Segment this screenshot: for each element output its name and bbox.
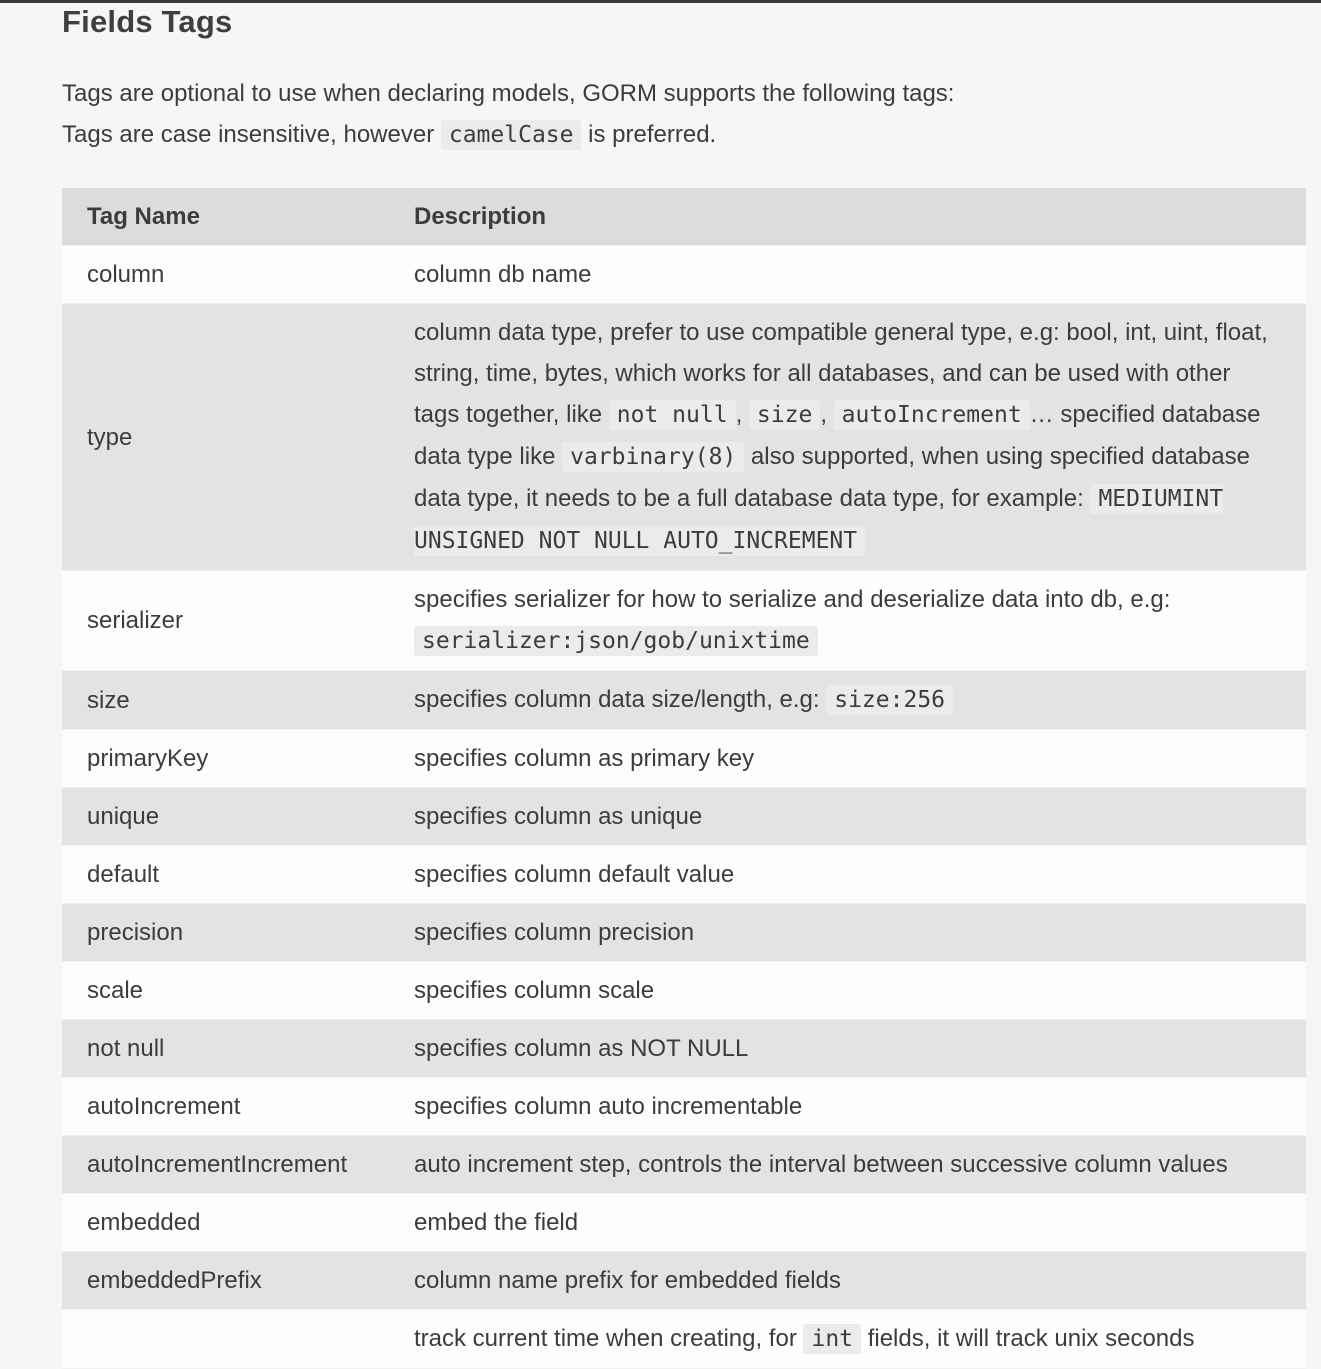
description-cell: specifies column as unique [389, 788, 1306, 846]
main-content [62, 3, 1306, 1369]
description-text: also supported, when using specified database data type, it needs to be a full database data type, for example: [414, 443, 1250, 512]
tag-name-cell: default [62, 846, 389, 904]
table-row [62, 1020, 1306, 1078]
header-tag-name: Tag Name [62, 188, 389, 246]
separator: , [735, 401, 749, 428]
section-heading: Fields Tags [62, 4, 233, 39]
tag-name-cell: column [62, 246, 389, 304]
description-cell: specifies column precision [389, 904, 1306, 962]
intro-line-2 [62, 114, 1306, 156]
tag-name-cell: size [62, 671, 389, 730]
table-row [62, 1136, 1306, 1194]
description-text: specifies serializer for how to serialize and deserialize data into db, e.g: [414, 586, 1171, 613]
inline-code: MEDIUMINT UNSIGNED NOT NULL AUTO_INCREMENT [414, 486, 1224, 554]
tag-name-cell: serializer [62, 571, 389, 671]
tag-name-cell: unique [62, 788, 389, 846]
tags-table [62, 188, 1306, 1369]
description-cell [389, 671, 1306, 730]
intro-line-2-text: Tags are case insensitive, however [62, 121, 441, 148]
description-text: column data type, prefer to use compatible general type, e.g: bool, int, uint, float, string, time, bytes, which works for all databases, and can be used with other tags together, like [414, 319, 1268, 428]
inline-code: camelCase [441, 120, 582, 150]
inline-code: serializer:json/gob/unixtime [414, 626, 818, 656]
tag-name-cell: embedded [62, 1194, 389, 1252]
description-cell: auto increment step, controls the interval between successive column values [389, 1136, 1306, 1194]
description-cell: specifies column default value [389, 846, 1306, 904]
table-row [62, 246, 1306, 304]
description-cell: specifies column auto incrementable [389, 1078, 1306, 1136]
intro-line-2-text-end: is preferred. [581, 121, 717, 148]
table-row [62, 304, 1306, 571]
inline-code: size:256 [826, 685, 953, 715]
tag-name-cell: type [62, 304, 389, 571]
tag-name-cell: autoIncrement [62, 1078, 389, 1136]
description-cell [389, 571, 1306, 671]
intro-line-1: Tags are optional to use when declaring models, GORM supports the following tags: [62, 80, 955, 107]
inline-code: size [749, 400, 820, 430]
description-cell: embed the field [389, 1194, 1306, 1252]
inline-code: autoIncrement [834, 400, 1030, 430]
table-header-row [62, 188, 1306, 246]
description-cell: column db name [389, 246, 1306, 304]
description-cell: column name prefix for embedded fields [389, 1252, 1306, 1310]
table-row [62, 1310, 1306, 1369]
table-row [62, 962, 1306, 1020]
table-row [62, 1194, 1306, 1252]
tag-name-cell [62, 1310, 389, 1369]
description-cell [389, 1310, 1306, 1369]
separator: , [820, 401, 834, 428]
table-row [62, 1252, 1306, 1310]
description-text: track current time when creating, for [414, 1325, 804, 1352]
tag-name-cell: not null [62, 1020, 389, 1078]
description-text: specifies column data size/length, e.g: [414, 686, 827, 713]
table-row [62, 730, 1306, 788]
inline-code: int [803, 1324, 861, 1354]
table-row [62, 904, 1306, 962]
description-text: fields, it will track unix seconds [861, 1325, 1195, 1352]
table-row [62, 788, 1306, 846]
description-cell [389, 304, 1306, 571]
description-cell: specifies column as primary key [389, 730, 1306, 788]
table-row [62, 571, 1306, 671]
header-description: Description [389, 188, 1306, 246]
description-text: … specified database data type like [414, 401, 1261, 470]
tag-name-cell: primaryKey [62, 730, 389, 788]
tag-name-cell: autoIncrementIncrement [62, 1136, 389, 1194]
table-row [62, 671, 1306, 730]
intro-text [62, 73, 1306, 156]
table-row [62, 846, 1306, 904]
table-row [62, 1078, 1306, 1136]
description-cell: specifies column scale [389, 962, 1306, 1020]
tag-name-cell: scale [62, 962, 389, 1020]
tag-name-cell: embeddedPrefix [62, 1252, 389, 1310]
inline-code: varbinary(8) [562, 442, 744, 472]
tag-name-cell: precision [62, 904, 389, 962]
inline-code: not null [609, 400, 736, 430]
description-cell: specifies column as NOT NULL [389, 1020, 1306, 1078]
